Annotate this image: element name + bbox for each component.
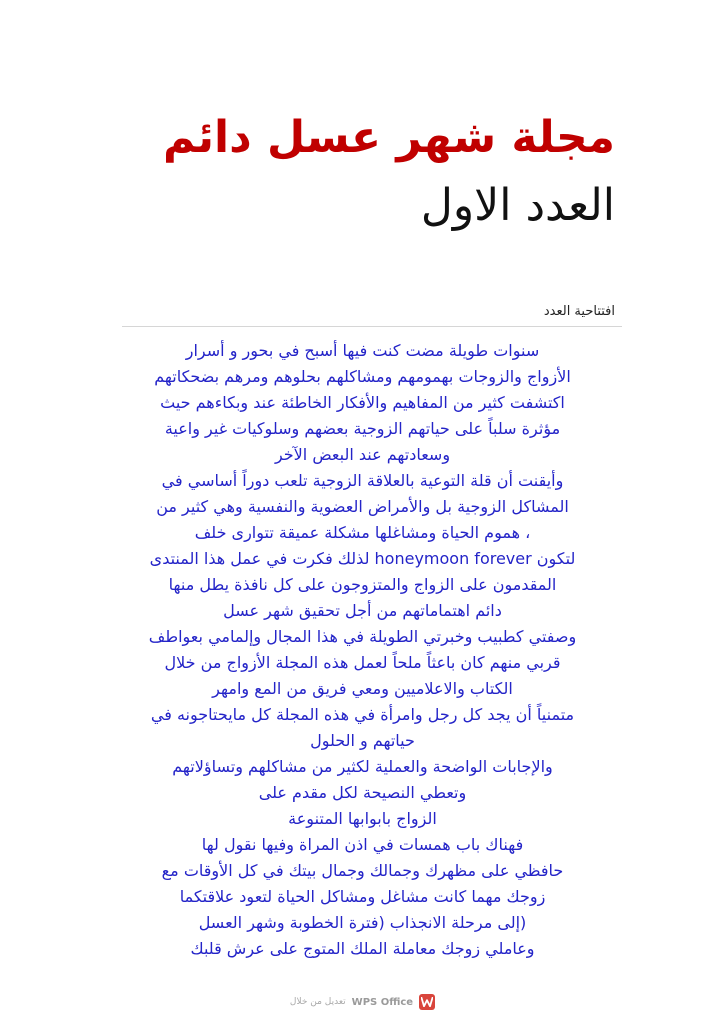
body-line: المشاكل الزوجية بل والأمراض العضوية والنفسية وهي كثير من	[156, 497, 569, 516]
body-line: لتكون honeymoon forever لذلك فكرت في عمل هذا المنتدى	[149, 549, 576, 568]
section-heading: افتتاحية العدد	[543, 304, 615, 319]
body-line: المقدمون على الزواج والمتزوجون على كل نافذة يطل منها	[168, 575, 557, 594]
body-line: قربي منهم كان باعثاً ملحاً لعمل هذه المجلة الأزواج من خلال	[164, 653, 561, 672]
body-line: وتعطي النصيحة لكل مقدم على	[258, 783, 467, 802]
body-line: متمنياً أن يجد كل رجل وامرأة في هذه المجلة كل مايحتاجونه في	[150, 705, 575, 724]
wps-logo-icon	[419, 994, 435, 1010]
wps-edit-note: تعديل من خلال	[289, 997, 346, 1007]
wps-brand-name: WPS Office	[351, 996, 414, 1008]
heading-divider	[122, 326, 622, 327]
magazine-title: مجلة شهر عسل دائم	[162, 112, 615, 163]
editorial-body	[100, 338, 625, 962]
body-line: حياتهم و الحلول	[310, 731, 415, 750]
body-line: وعاملي زوجك معاملة الملك المتوج على عرش قلبك	[190, 939, 535, 958]
body-line: الأزواج والزوجات بهمومهم ومشاكلهم بحلوهم ومرهم بضحكاتهم	[154, 367, 571, 386]
body-line: مؤثرة سلباً على حياتهم الزوجية بعضهم وسلوكيات غير واعية	[164, 419, 561, 438]
body-line: سنوات طويلة مضت كنت فيها أسبح في بحور و أسرار	[185, 341, 540, 360]
body-line: الكتاب والاعلاميين ومعي فريق من المع وامهر	[212, 679, 513, 698]
body-line: (إلى مرحلة الانجذاب (فترة الخطوبة وشهر العسل	[198, 913, 527, 932]
body-line: اكتشفت كثير من المفاهيم والأفكار الخاطئة عند وبكاءهم حيث	[160, 393, 565, 412]
body-line: دائم اهتماماتهم من أجل تحقيق شهر عسل	[223, 601, 502, 620]
body-line: وأيقنت أن قلة التوعية بالعلاقة الزوجية تلعب دوراً أساسي في	[161, 471, 564, 490]
body-line: الزواج بابوابها المتنوعة	[288, 809, 437, 828]
body-line: وسعادتهم عند البعض الآخر	[274, 445, 451, 464]
wps-w-glyph-icon	[421, 997, 433, 1007]
body-line: والإجابات الواضحة والعملية لكثير من مشاكلهم وتساؤلاتهم	[172, 757, 553, 776]
wps-watermark	[0, 990, 725, 1014]
body-line: وصفتي كطبيب وخبرتي الطويلة في هذا المجال وإلمامي بعواطف	[148, 627, 577, 646]
body-line: ، هموم الحياة ومشاغلها مشكلة عميقة تتوارى خلف	[194, 523, 531, 542]
issue-title: العدد الاول	[420, 180, 615, 231]
body-line: فهناك باب همسات في اذن المراة وفيها نقول لها	[201, 835, 524, 854]
body-line: حافظي على مظهرك وجمالك وجمال بيتك في كل الأوقات مع	[161, 861, 564, 880]
body-line: زوجك مهما كانت مشاغل ومشاكل الحياة لتعود علاقتكما	[179, 887, 546, 906]
